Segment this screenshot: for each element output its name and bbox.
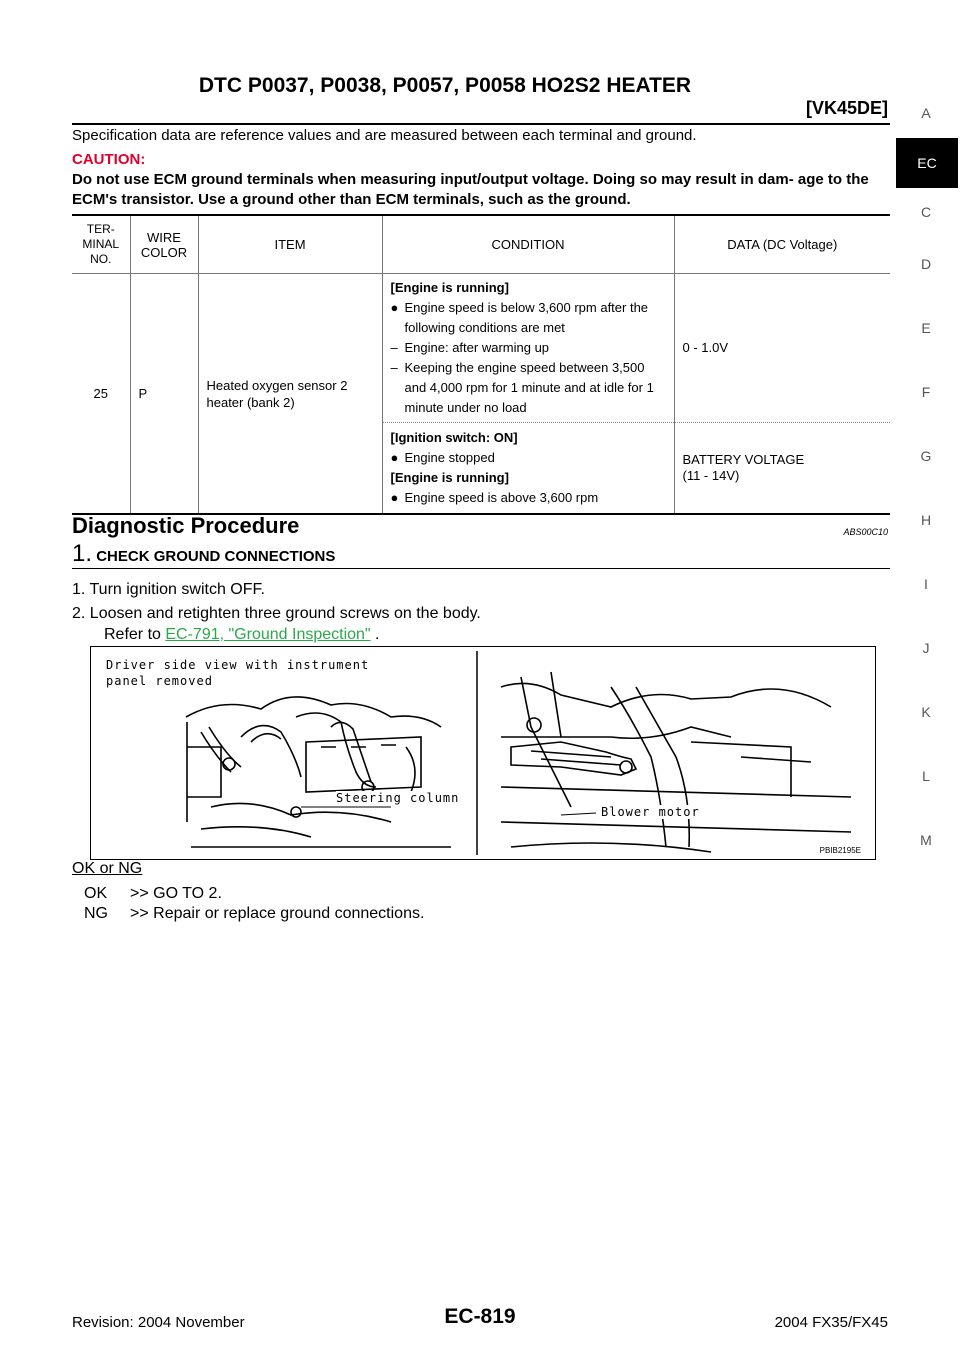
result-key: OK xyxy=(84,885,108,902)
data-value: 0 - 1.0V xyxy=(674,274,890,423)
procedure-list xyxy=(72,579,481,645)
section-tab-k[interactable]: K xyxy=(921,704,931,720)
section-tab-ec[interactable]: EC xyxy=(896,138,958,188)
data-value-line: BATTERY VOLTAGE xyxy=(682,452,805,467)
terminal-number: 25 xyxy=(72,274,130,515)
header-wire-color: WIRE COLOR xyxy=(130,215,198,274)
result-value: >> GO TO 2. xyxy=(130,885,222,902)
condition-bullet-text: Engine stopped xyxy=(404,450,495,465)
figure-caption-line: Driver side view with instrument xyxy=(106,658,370,672)
footer-model: 2004 FX35/FX45 xyxy=(774,1314,888,1331)
condition-title: [Ignition switch: ON] xyxy=(390,430,518,445)
table-header-row xyxy=(72,215,890,274)
bullet-icon: ● xyxy=(390,450,399,465)
terminal-spec-table xyxy=(72,214,890,515)
section-tab-l[interactable]: L xyxy=(922,768,930,784)
result-key: NG xyxy=(84,905,108,922)
step-number: 1. xyxy=(72,540,93,567)
section-heading: Diagnostic Procedure xyxy=(72,513,300,538)
data-value xyxy=(674,423,890,515)
wire-color: P xyxy=(130,274,198,515)
condition-bullet-text: Engine speed is above 3,600 rpm xyxy=(404,490,599,505)
bullet-icon: ● xyxy=(390,300,399,315)
ground-screw-figure xyxy=(90,646,876,860)
condition-bullet xyxy=(391,488,666,508)
section-index xyxy=(906,92,946,872)
step-heading xyxy=(72,540,335,568)
step-rule xyxy=(72,568,890,569)
header-terminal: TER- MINAL NO. xyxy=(72,215,130,274)
section-tab-c[interactable]: C xyxy=(920,204,932,220)
steering-column-label: Steering column xyxy=(336,791,460,805)
caution-text: Do not use ECM ground terminals when measuring input/output voltage. Doing so may result in dam- age to the ECM's transistor. Use a ground other than ECM terminals, such as the ground. xyxy=(72,171,869,208)
dash-icon: – xyxy=(390,360,398,375)
figure-caption-line: panel removed xyxy=(106,674,213,688)
condition-bullet xyxy=(391,298,666,338)
footer-page-number: EC-819 xyxy=(444,1305,516,1328)
left-view-drawing xyxy=(186,697,451,847)
data-value-line: (11 - 14V) xyxy=(682,468,740,483)
figure-code: PBIB2195E xyxy=(819,846,861,855)
refer-line xyxy=(72,624,481,645)
page-title: DTC P0037, P0038, P0057, P0058 HO2S2 HEATER xyxy=(198,74,692,97)
result-list xyxy=(84,884,424,924)
condition-dash xyxy=(391,358,666,418)
section-tab-h[interactable]: H xyxy=(920,512,932,528)
section-tab-f[interactable]: F xyxy=(921,384,931,400)
footer-revision: Revision: 2004 November xyxy=(72,1314,245,1331)
condition-cell xyxy=(382,423,674,515)
refer-suffix: . xyxy=(370,626,380,643)
blower-motor-label: Blower motor xyxy=(601,805,700,819)
condition-bullet xyxy=(391,448,666,468)
condition-title: [Engine is running] xyxy=(390,280,509,295)
condition-dash-text: Engine: after warming up xyxy=(404,340,550,355)
figure-caption xyxy=(106,657,369,689)
procedure-item: 2. Loosen and retighten three ground screws on the body. xyxy=(72,605,481,622)
item-name: Heated oxygen sensor 2 heater (bank 2) xyxy=(198,274,382,515)
dash-icon: – xyxy=(390,340,398,355)
ok-or-ng-label: OK or NG xyxy=(72,860,143,877)
header-data: DATA (DC Voltage) xyxy=(674,215,890,274)
section-tab-i[interactable]: I xyxy=(924,576,928,592)
section-tab-d[interactable]: D xyxy=(920,256,932,272)
section-tab-m[interactable]: M xyxy=(920,832,932,848)
right-view-drawing xyxy=(501,672,851,852)
condition-cell xyxy=(382,274,674,423)
header-rule xyxy=(72,123,890,125)
result-ng xyxy=(84,904,424,924)
section-tab-j[interactable]: J xyxy=(922,640,930,656)
section-tab-a[interactable]: A xyxy=(921,105,931,121)
refer-prefix: Refer to xyxy=(104,626,166,643)
ground-inspection-link[interactable]: EC-791, "Ground Inspection" xyxy=(165,626,371,643)
section-tab-g[interactable]: G xyxy=(920,448,932,464)
section-code: ABS00C10 xyxy=(843,527,888,537)
table-row xyxy=(72,274,890,423)
result-value: >> Repair or replace ground connections. xyxy=(130,905,425,922)
engine-code: [VK45DE] xyxy=(805,98,888,118)
condition-title: [Engine is running] xyxy=(390,470,509,485)
procedure-item: 1. Turn ignition switch OFF. xyxy=(72,581,265,598)
section-tab-e[interactable]: E xyxy=(921,320,931,336)
header-item: ITEM xyxy=(198,215,382,274)
condition-bullet-text: Engine speed is below 3,600 rpm after the following conditions are met xyxy=(404,300,649,335)
header-condition: CONDITION xyxy=(382,215,674,274)
condition-dash xyxy=(391,338,666,358)
bullet-icon: ● xyxy=(390,490,399,505)
step-title: CHECK GROUND CONNECTIONS xyxy=(96,548,336,565)
result-ok xyxy=(84,884,424,904)
condition-dash-text: Keeping the engine speed between 3,500 and 4,000 rpm for 1 minute and at idle for 1 minute under no load xyxy=(404,360,654,415)
caution-label: CAUTION: xyxy=(72,151,146,168)
spec-note: Specification data are reference values and are measured between each terminal and ground. xyxy=(72,127,697,144)
